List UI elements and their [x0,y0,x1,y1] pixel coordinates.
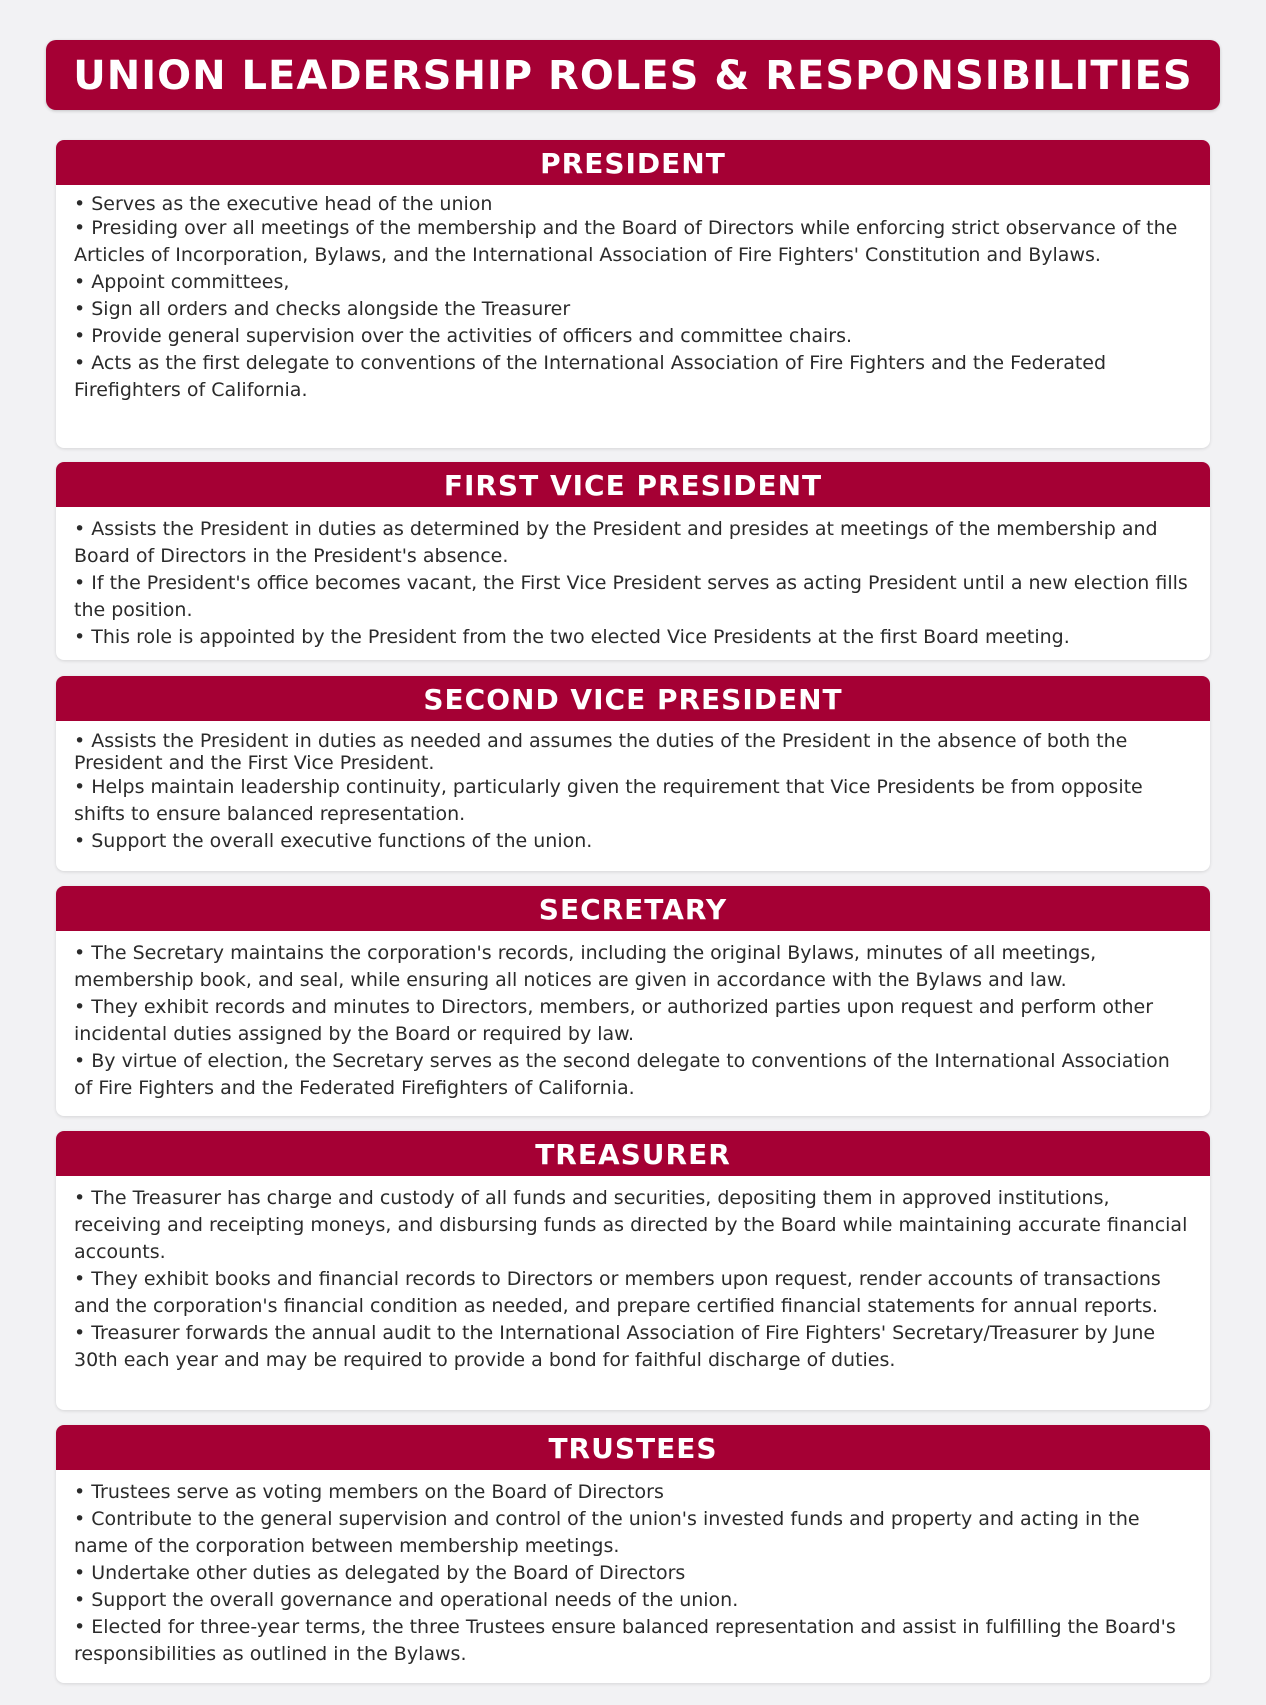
section-body [56,507,1210,651]
section-heading: FIRST VICE PRESIDENT [56,462,1210,507]
list-item: • Sign all orders and checks alongside the Treasurer [74,298,571,320]
list-item: • Trustees serve as voting members on the Board of Directors [74,1481,664,1503]
section-body [56,931,1210,1102]
list-item: • Assists the President in duties as determined by the President and presides at meetings of the membership and Board of Directors in the President's absence. [74,518,1158,567]
list-item: • Treasurer forwards the annual audit to the International Association of Fire Fighters' Secretary/Treasurer by June 30th each year and may be required to provide a bond for faithful discharge of duties. [74,1322,1156,1371]
section-body [56,1470,1210,1668]
section-heading: PRESIDENT [56,140,1210,185]
section-body [56,185,1210,404]
list-item: • Elected for three-year terms, the three Trustees ensure balanced representation and assist in fulfilling the Board's responsibilities as outlined in the Bylaws. [74,1616,1176,1665]
list-item: • They exhibit books and financial records to Directors or members upon request, render accounts of transactions and the corporation's financial condition as needed, and prepare certified financial statements for annual reports. [74,1268,1161,1317]
list-item: • Provide general supervision over the activities of officers and committee chairs. [74,325,853,347]
section-second-vice-president [56,676,1210,871]
section-secretary [56,886,1210,1116]
list-item: • Appoint committees, [74,271,290,293]
list-item: • Assists the President in duties as needed and assumes the duties of the President in the absence of both the President and the First Vice President. [74,730,1128,774]
list-item: • Presiding over all meetings of the membership and the Board of Directors while enforcing strict observance of the Articles of Incorporation, Bylaws, and the International Association of Fire Fighters' Constitution and Bylaws. [74,217,1178,266]
list-item: • The Secretary maintains the corporation's records, including the original Bylaws, minutes of all meetings, membership book, and seal, while ensuring all notices are given in accordance with the Bylaws and law. [74,942,1097,991]
list-item: • Support the overall executive functions of the union. [74,830,593,852]
section-heading: TREASURER [56,1131,1210,1176]
list-item: • Acts as the first delegate to conventions of the International Association of Fire Fighters and the Federated Firefighters of California. [74,352,1107,401]
list-item: • Contribute to the general supervision and control of the union's invested funds and property and acting in the name of the corporation between membership meetings. [74,1508,1140,1557]
list-item: • Serves as the executive head of the union [74,193,493,215]
page-title: UNION LEADERSHIP ROLES & RESPONSIBILITIES [46,40,1220,110]
section-trustees [56,1425,1210,1683]
list-item: • By virtue of election, the Secretary serves as the second delegate to conventions of the International Association of Fire Fighters and the Federated Firefighters of California. [74,1050,1170,1099]
list-item: • They exhibit records and minutes to Directors, members, or authorized parties upon request and perform other incidental duties assigned by the Board or required by law. [74,996,1154,1045]
section-president [56,140,1210,448]
list-item: • Helps maintain leadership continuity, particularly given the requirement that Vice Presidents be from opposite shifts to ensure balanced representation. [74,776,1143,825]
section-heading: SECRETARY [56,886,1210,931]
section-body [56,721,1210,855]
list-item: • Undertake other duties as delegated by the Board of Directors [74,1562,686,1584]
section-heading: TRUSTEES [56,1425,1210,1470]
section-body [56,1176,1210,1374]
list-item: • The Treasurer has charge and custody of all funds and securities, depositing them in approved institutions, receiving and receipting moneys, and disbursing funds as directed by the Board while maintaining accurate financial accounts. [74,1187,1188,1263]
list-item: • If the President's office becomes vacant, the First Vice President serves as acting President until a new election fills the position. [74,572,1188,621]
section-treasurer [56,1131,1210,1410]
section-first-vice-president [56,462,1210,660]
section-heading: SECOND VICE PRESIDENT [56,676,1210,721]
list-item: • Support the overall governance and operational needs of the union. [74,1589,739,1611]
list-item: • This role is appointed by the President from the two elected Vice Presidents at the first Board meeting. [74,626,1070,648]
